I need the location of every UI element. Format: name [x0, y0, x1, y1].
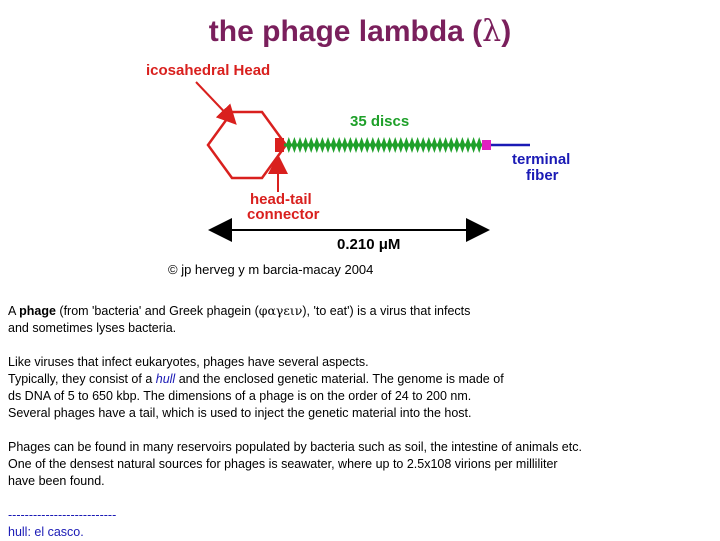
tail-disc [398, 137, 404, 153]
tail-disc [314, 137, 320, 153]
tail-disc [353, 137, 359, 153]
tail-disc [432, 137, 438, 153]
connector-label-1: head-tail [250, 191, 312, 208]
p1-a: A [8, 304, 20, 318]
p1-line2: and sometimes lyses bacteria. [8, 321, 177, 335]
tail-disc [297, 137, 303, 153]
p3-line1: Phages can be found in many reservoirs populated by bacteria such as soil, the intestine of animals etc. [8, 440, 582, 454]
tail-disc [286, 137, 292, 153]
tail-disc [303, 137, 309, 153]
tail-disc [476, 137, 482, 153]
tail-disc [465, 137, 471, 153]
tail-disc [404, 137, 410, 153]
paragraph-3 [8, 439, 712, 490]
tail-disc [426, 137, 432, 153]
tail-disc [460, 137, 466, 153]
paragraph-2 [8, 354, 712, 422]
tail-disc [415, 137, 421, 153]
fiber-label-1: terminal [512, 151, 571, 168]
footnote-divider: -------------------------- [8, 508, 117, 522]
p1-rest2: ), 'to eat') is a virus that infects [302, 304, 471, 318]
connector-label-2: connector [247, 206, 320, 223]
tail-disc [359, 137, 365, 153]
tail-disc [448, 137, 454, 153]
tail-disc [342, 137, 348, 153]
tail-disc [348, 137, 354, 153]
p3-line3: have been found. [8, 474, 105, 488]
tail-disc [381, 137, 387, 153]
tail-discs [286, 137, 482, 153]
footnote [8, 507, 712, 541]
tail-disc [292, 137, 298, 153]
p3-line2: One of the densest natural sources for phages is seawater, where up to 2.5x108 virions per milliliter [8, 457, 558, 471]
lambda-symbol: λ [482, 14, 502, 49]
body-text [8, 302, 712, 541]
title-text: the phage lambda ( [208, 15, 483, 48]
tail-disc [409, 137, 415, 153]
icosahedral-head [208, 112, 286, 178]
tail-disc [443, 137, 449, 153]
tail-disc [370, 137, 376, 153]
copyright-note: © jp herveg y m barcia-macay 2004 [168, 262, 374, 277]
paragraph-1 [8, 302, 712, 337]
p1-greek: φαγειν [258, 303, 303, 318]
tail-disc [331, 137, 337, 153]
tail-disc [437, 137, 443, 153]
hull-term: hull [155, 372, 176, 386]
tail-disc [364, 137, 370, 153]
discs-label: 35 discs [350, 113, 410, 130]
head-label: icosahedral Head [146, 62, 271, 79]
p1-rest1: (from 'bacteria' and Greek phagein ( [55, 304, 259, 318]
footnote-text: hull: el casco. [8, 525, 84, 539]
p2-line2b: and the enclosed genetic material. The genome is made of [175, 372, 504, 386]
tail-disc [308, 137, 314, 153]
p1-phage-bold: phage [19, 304, 56, 318]
tail-disc [336, 137, 342, 153]
tail-tip [482, 140, 491, 150]
p2-line1: Like viruses that infect eukaryotes, phages have several aspects. [8, 355, 369, 369]
tail-disc [325, 137, 331, 153]
p2-line4: Several phages have a tail, which is used to inject the genetic material into the host. [8, 406, 472, 420]
tail-disc [471, 137, 477, 153]
p2-line3: ds DNA of 5 to 650 kbp. The dimensions of a phage is on the order of 24 to 200 nm. [8, 389, 472, 403]
tail-disc [387, 137, 393, 153]
tail-disc [392, 137, 398, 153]
tail-disc [320, 137, 326, 153]
tail-disc [420, 137, 426, 153]
tail-disc [454, 137, 460, 153]
head-tail-connector [275, 138, 284, 152]
p2-line2a: Typically, they consist of a [8, 372, 156, 386]
title-close-paren: ) [501, 15, 512, 48]
fiber-label-2: fiber [526, 167, 559, 184]
tail-disc [376, 137, 382, 153]
length-label: 0.210 μM [337, 236, 401, 253]
